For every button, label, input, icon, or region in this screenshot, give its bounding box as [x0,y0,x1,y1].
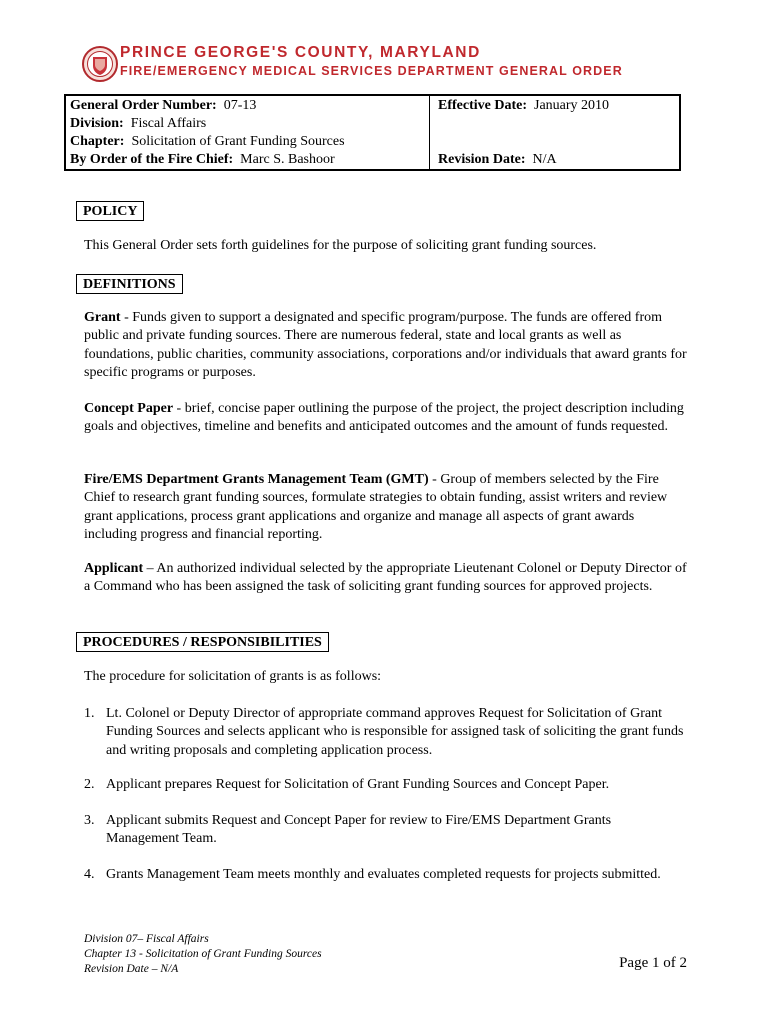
effective-date-label: Effective Date: [438,98,528,113]
revision-date-row [438,152,557,168]
footer-division: Division 07– Fiscal Affairs [84,933,209,945]
definition-text: Group of members selected by the Fire Chief to research grant funding sources, formulate strategies to obtain funding, assist writers and review grant applications, process grant applications and organize and manage all aspects of grant awards including progress and financial reporting. [84,472,668,543]
step-text: Grants Management Team meets monthly and evaluates completed requests for projects submitted. [106,867,661,882]
procedures-heading: PROCEDURES / RESPONSIBILITIES [76,632,329,652]
order-number-label: General Order Number: [70,98,217,113]
step-text: Lt. Colonel or Deputy Director of appropriate command approves Request for Solicitation of Grant Funding Sources and selects applicant who is responsible for assigned task of soliciting the grant funds and writing proposals and completing application process. [106,706,684,758]
footer-revision: Revision Date – N/A [84,963,179,975]
definition-term: Concept Paper [84,401,174,416]
definition-text: Funds given to support a designated and specific program/purpose. The funds are offered from public and private funding sources. There are numerous federal, state and local grants as well as foundations, public charities, community associations, corporations and/or individuals that award grants for specific programs or purposes. [84,310,687,381]
order-number-row [70,98,256,114]
chapter-value: Solicitation of Grant Funding Sources [131,134,345,149]
step-text: Applicant prepares Request for Solicitation of Grant Funding Sources and Concept Paper. [106,777,610,792]
definition-term: Fire/EMS Department Grants Management Team (GMT) [84,472,429,487]
effective-date-row [438,98,609,114]
step-number: 1. [84,706,95,721]
county-title: PRINCE GEORGE'S COUNTY, MARYLAND [120,44,481,61]
procedures-intro: The procedure for solicitation of grants is as follows: [84,669,382,684]
column-divider [429,96,430,169]
order-number-value: 07-13 [223,98,257,113]
step-number: 2. [84,777,95,792]
by-order-label: By Order of the Fire Chief: [70,152,234,167]
order-info-table [64,94,681,171]
step-number: 4. [84,867,95,882]
policy-heading: POLICY [76,201,144,221]
definition-term: Applicant [84,561,144,576]
definition-separator: - [120,310,133,325]
step-text: Applicant submits Request and Concept Paper for review to Fire/EMS Department Grants Management Team. [106,813,612,847]
by-order-row [70,152,335,168]
definition-separator: - [428,472,441,487]
policy-text: This General Order sets forth guidelines for the purpose of soliciting grant funding sources. [84,238,597,253]
definition-text: An authorized individual selected by the appropriate Lieutenant Colonel or Deputy Director of a Command who has been assigned the task of soliciting grant funding sources for approved projects. [84,561,687,595]
division-value: Fiscal Affairs [130,116,207,131]
step-number: 3. [84,813,95,828]
procedure-step [84,705,684,760]
revision-date-label: Revision Date: [438,152,526,167]
procedure-step [84,776,684,794]
definitions-heading: DEFINITIONS [76,274,183,294]
chapter-label: Chapter: [70,134,125,149]
procedure-step [84,812,684,849]
division-label: Division: [70,116,124,131]
definition-applicant [84,560,688,597]
by-order-value: Marc S. Bashoor [240,152,335,167]
definition-separator: - [173,401,185,416]
county-seal-icon [82,44,118,84]
definition-grant [84,309,688,383]
footer-chapter: Chapter 13 - Solicitation of Grant Funding Sources [84,948,322,960]
revision-date-value: N/A [532,152,557,167]
definition-concept-paper [84,400,688,437]
page-number: Page 1 of 2 [619,955,687,971]
effective-date-value: January 2010 [534,98,610,113]
definition-gmt [84,471,688,545]
division-row [70,116,206,132]
definition-term: Grant [84,310,121,325]
definition-text: brief, concise paper outlining the purpose of the project, the project description including goals and objectives, timeline and benefits and anticipated outcomes and the amount of funds requested. [84,401,684,435]
definition-separator: – [143,561,157,576]
page-footer [84,932,322,977]
chapter-row [70,134,345,150]
department-title: FIRE/EMERGENCY MEDICAL SERVICES DEPARTMENT GENERAL ORDER [120,64,623,78]
procedure-step [84,866,684,884]
